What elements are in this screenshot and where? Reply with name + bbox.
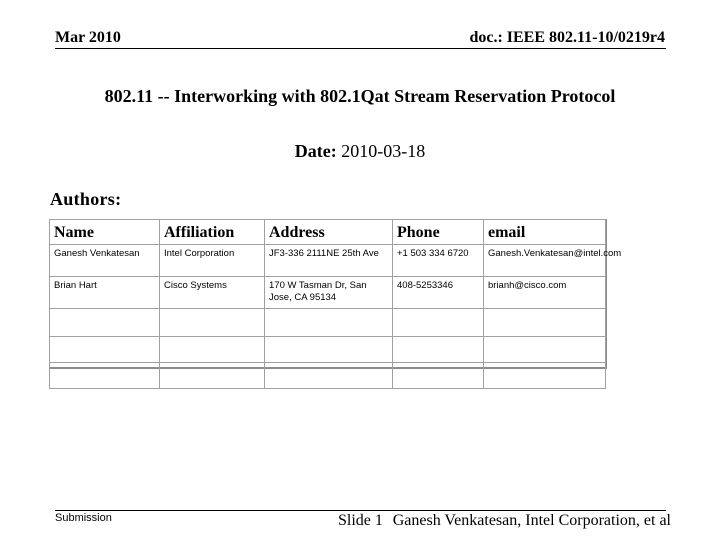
cell-phone	[393, 363, 484, 389]
cell-affiliation: Intel Corporation	[160, 245, 265, 277]
table-row	[50, 245, 606, 277]
cell-email: brianh@cisco.com	[484, 277, 606, 309]
date-label: Date:	[294, 141, 337, 161]
cell-email	[484, 337, 606, 363]
cell-email	[484, 363, 606, 389]
header-date: Mar 2010	[55, 29, 121, 46]
authors-label: Authors:	[50, 189, 122, 209]
cell-name	[50, 337, 160, 363]
cell-affiliation	[160, 337, 265, 363]
footer-author: Ganesh Venkatesan, Intel Corporation, et al	[392, 512, 671, 529]
header-doc-id: doc.: IEEE 802.11-10/0219r4	[469, 29, 665, 46]
cell-name: Ganesh Venkatesan	[50, 245, 160, 277]
footer-rule	[55, 510, 666, 511]
col-header-name: Name	[50, 220, 160, 245]
cell-phone	[393, 309, 484, 337]
cell-email: Ganesh.Venkatesan@intel.com	[484, 245, 606, 277]
authors-table-image	[49, 219, 622, 369]
table-row	[50, 277, 606, 309]
cell-affiliation	[160, 363, 265, 389]
slide-title: 802.11 -- Interworking with 802.1Qat Stream Reservation Protocol	[104, 86, 616, 106]
cell-address: 170 W Tasman Dr, San Jose, CA 95134	[265, 277, 393, 309]
col-header-phone: Phone	[393, 220, 484, 245]
cell-name	[50, 309, 160, 337]
cell-address	[265, 309, 393, 337]
header-rule	[55, 48, 666, 49]
date-value: 2010-03-18	[341, 141, 426, 161]
cell-email	[484, 309, 606, 337]
table-row	[50, 337, 606, 363]
col-header-affiliation: Affiliation	[160, 220, 265, 245]
cell-name: Brian Hart	[50, 277, 160, 309]
authors-table	[49, 219, 622, 389]
cell-affiliation	[160, 309, 265, 337]
table-row	[50, 309, 606, 337]
cell-address	[265, 363, 393, 389]
footer-submission: Submission	[55, 512, 112, 524]
cell-phone	[393, 337, 484, 363]
cell-address	[265, 337, 393, 363]
cell-phone: +1 503 334 6720	[393, 245, 484, 277]
table-row	[50, 363, 606, 389]
cell-address: JF3-336 2111NE 25th Ave	[265, 245, 393, 277]
col-header-address: Address	[265, 220, 393, 245]
cell-phone: 408-5253346	[393, 277, 484, 309]
cell-affiliation: Cisco Systems	[160, 277, 265, 309]
cell-name	[50, 363, 160, 389]
footer-slide-number: Slide 1	[338, 512, 383, 529]
date-line	[0, 141, 720, 162]
col-header-email: email	[484, 220, 606, 245]
